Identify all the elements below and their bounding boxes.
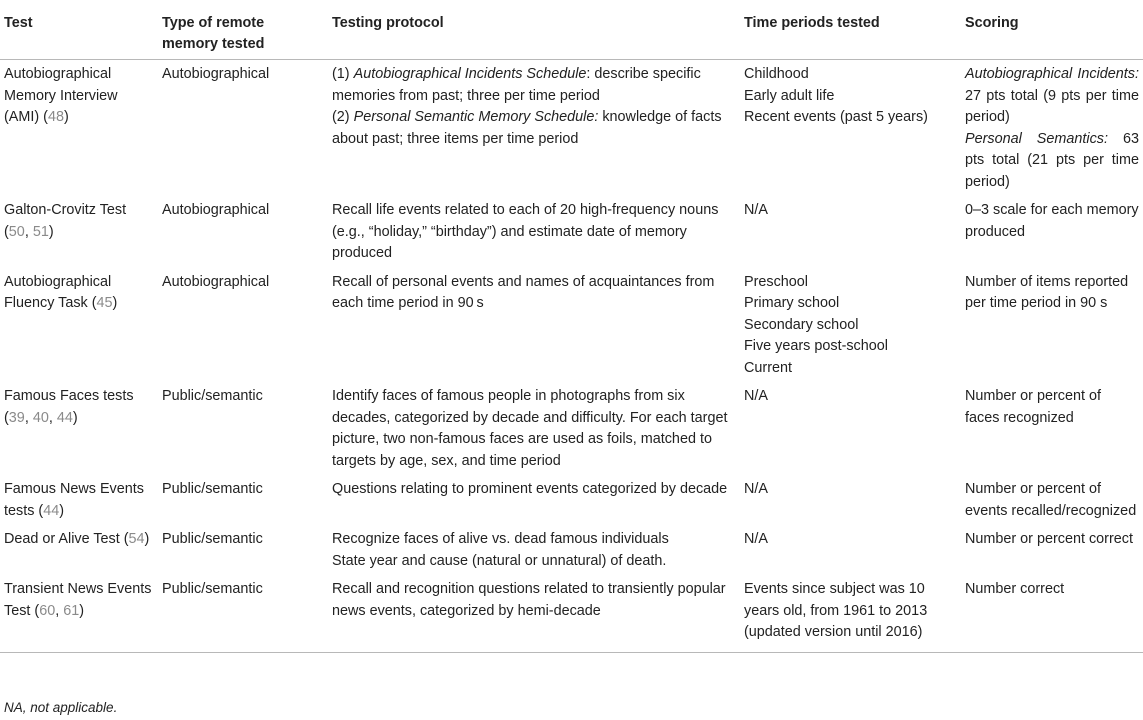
type-cell: Autobiographical	[162, 66, 270, 82]
test-cell	[0, 60, 158, 197]
period-item: Recent events (past 5 years)	[744, 109, 928, 125]
table-row	[0, 575, 1143, 652]
protocol-item-2	[332, 107, 736, 150]
protocol-cell: Questions relating to prominent events categorized by decade	[332, 481, 728, 497]
ref-paren: (	[4, 409, 9, 426]
table-row	[0, 196, 1143, 268]
ref-paren: )	[63, 109, 69, 125]
protocol-cell: Recall of personal events and names of acquaintances from each time period in 90 s	[332, 273, 715, 311]
item-text: : describe specific memories from past; three per time period	[332, 66, 701, 104]
table-row	[0, 268, 1143, 383]
header-protocol: Testing protocol	[328, 6, 740, 60]
protocol-cell: Recall life events related to each of 20 high-frequency nouns (e.g., “holiday,” “birthday”) and estimate date of memory produced	[332, 202, 719, 261]
period-item: Preschool	[744, 273, 808, 290]
test-name: Famous Faces tests	[4, 388, 134, 404]
reference-link[interactable]: 40	[32, 409, 49, 426]
periods-cell	[740, 196, 961, 268]
ref-paren: (	[39, 109, 48, 125]
type-cell: Public/semantic	[158, 575, 328, 652]
period-item: N/A	[744, 388, 768, 404]
test-name: Transient News Events Test	[4, 581, 152, 619]
header-type: Type of remote memory tested	[158, 6, 328, 60]
type-cell: Autobiographical	[162, 273, 270, 290]
ref-paren: (	[119, 531, 129, 547]
reference-link[interactable]: 51	[32, 223, 49, 240]
test-cell	[0, 196, 158, 268]
type-cell: Public/semantic	[162, 388, 263, 404]
test-name: Famous News Events tests	[4, 481, 144, 519]
test-cell	[0, 575, 158, 652]
ref-paren: )	[112, 295, 118, 311]
type-cell: Public/semantic	[162, 481, 263, 497]
scoring-cell: Number or percent of events recalled/recognized	[965, 481, 1137, 519]
period-item: Secondary school	[744, 316, 859, 333]
protocol-cell: Recall and recognition questions related to transiently popular news events, categorized by hemi-decade	[328, 575, 740, 652]
protocol-cell	[328, 525, 740, 575]
table-row	[0, 525, 1143, 575]
item-number: (1)	[332, 66, 354, 82]
header-row	[0, 6, 1143, 60]
test-name: Dead or Alive Test	[4, 531, 120, 547]
scoring-label: Autobiographical Incidents:	[965, 66, 1139, 82]
test-cell	[0, 475, 158, 525]
protocol-cell: Identify faces of famous people in photographs from six decades, categorized by decade and difficulty. For each target picture, two non-famous faces are used as foils, matched to targets by age, sex, and time period	[332, 388, 728, 469]
periods-cell	[740, 268, 961, 383]
periods-cell	[740, 575, 961, 652]
test-name: Autobiographical Fluency Task	[4, 273, 112, 311]
ref-paren: )	[144, 531, 150, 547]
scoring-cell: 0–3 scale for each memory produced	[965, 202, 1139, 240]
ref-paren: )	[72, 409, 78, 426]
type-cell: Autobiographical	[162, 202, 270, 218]
reference-link[interactable]: 44	[56, 409, 73, 426]
reference-link[interactable]: 60	[39, 602, 56, 619]
test-cell	[0, 268, 158, 383]
period-item: N/A	[744, 202, 768, 218]
reference-link[interactable]: 54	[128, 531, 145, 547]
table-row	[0, 382, 1143, 475]
scoring-cell	[961, 60, 1143, 197]
schedule-name: Autobiographical Incidents Schedule	[353, 66, 587, 82]
item-text: knowledge of facts about past; three items per time period	[332, 109, 722, 147]
header-time-periods: Time periods tested	[740, 6, 961, 60]
scoring-text: 27 pts total (9 pts per time period)	[965, 87, 1139, 125]
scoring-label: Personal Semantics:	[965, 130, 1108, 147]
reference-link[interactable]: 45	[96, 295, 113, 311]
table-row	[0, 475, 1143, 525]
reference-link[interactable]: 61	[63, 602, 80, 619]
scoring-cell: Number or percent correct	[965, 531, 1133, 547]
periods-cell	[740, 382, 961, 475]
ref-separator: ,	[48, 409, 57, 426]
scoring-cell: Number correct	[961, 575, 1143, 652]
protocol-cell	[328, 60, 740, 197]
test-name: Autobiographical Memory Interview (AMI)	[4, 66, 118, 125]
ref-paren: )	[79, 602, 85, 619]
scoring-cell: Number or percent of faces recognized	[965, 388, 1101, 426]
period-item: Primary school	[744, 295, 840, 311]
ref-separator: ,	[24, 223, 33, 240]
ref-paren: (	[30, 602, 40, 619]
test-cell	[0, 525, 158, 575]
reference-link[interactable]: 50	[8, 223, 25, 240]
reference-link[interactable]: 44	[43, 502, 60, 519]
periods-cell	[740, 60, 961, 197]
period-item: Early adult life	[744, 87, 835, 104]
header-scoring: Scoring	[961, 6, 1143, 60]
protocol-item-1	[332, 64, 736, 107]
protocol-line: State year and cause (natural or unnatural) of death.	[332, 552, 667, 569]
test-name: Galton-Crovitz Test	[4, 202, 127, 218]
ref-paren: )	[48, 223, 54, 240]
type-cell: Public/semantic	[162, 531, 263, 547]
table-row	[0, 60, 1143, 197]
periods-cell	[740, 525, 961, 575]
ref-separator: ,	[24, 409, 33, 426]
period-item: Events since subject was 10 years old, from 1961 to 2013 (updated version until 2016)	[744, 581, 928, 640]
reference-link[interactable]: 39	[8, 409, 25, 426]
ref-paren: (	[34, 502, 44, 519]
ref-paren: )	[59, 502, 64, 519]
period-item: N/A	[744, 481, 768, 497]
test-cell	[0, 382, 158, 475]
reference-link[interactable]: 48	[47, 109, 64, 125]
protocol-line: Recognize faces of alive vs. dead famous individuals	[332, 531, 669, 547]
period-item: Childhood	[744, 66, 809, 82]
periods-cell	[740, 475, 961, 525]
remote-memory-tests-table	[0, 6, 1143, 653]
ref-separator: ,	[55, 602, 64, 619]
item-number: (2)	[332, 109, 354, 125]
scoring-cell: Number of items reported per time period in 90 s	[965, 273, 1129, 311]
period-item: Five years post-school	[744, 338, 888, 354]
scoring-text: 63 pts total (21 pts per time period)	[965, 130, 1139, 190]
ref-paren: (	[87, 295, 97, 311]
table-footnote: NA, not applicable.	[4, 700, 118, 715]
schedule-name: Personal Semantic Memory Schedule:	[353, 109, 599, 125]
period-item: Current	[744, 359, 792, 376]
header-test: Test	[0, 6, 158, 60]
ref-paren: (	[4, 223, 9, 240]
period-item: N/A	[744, 531, 768, 547]
